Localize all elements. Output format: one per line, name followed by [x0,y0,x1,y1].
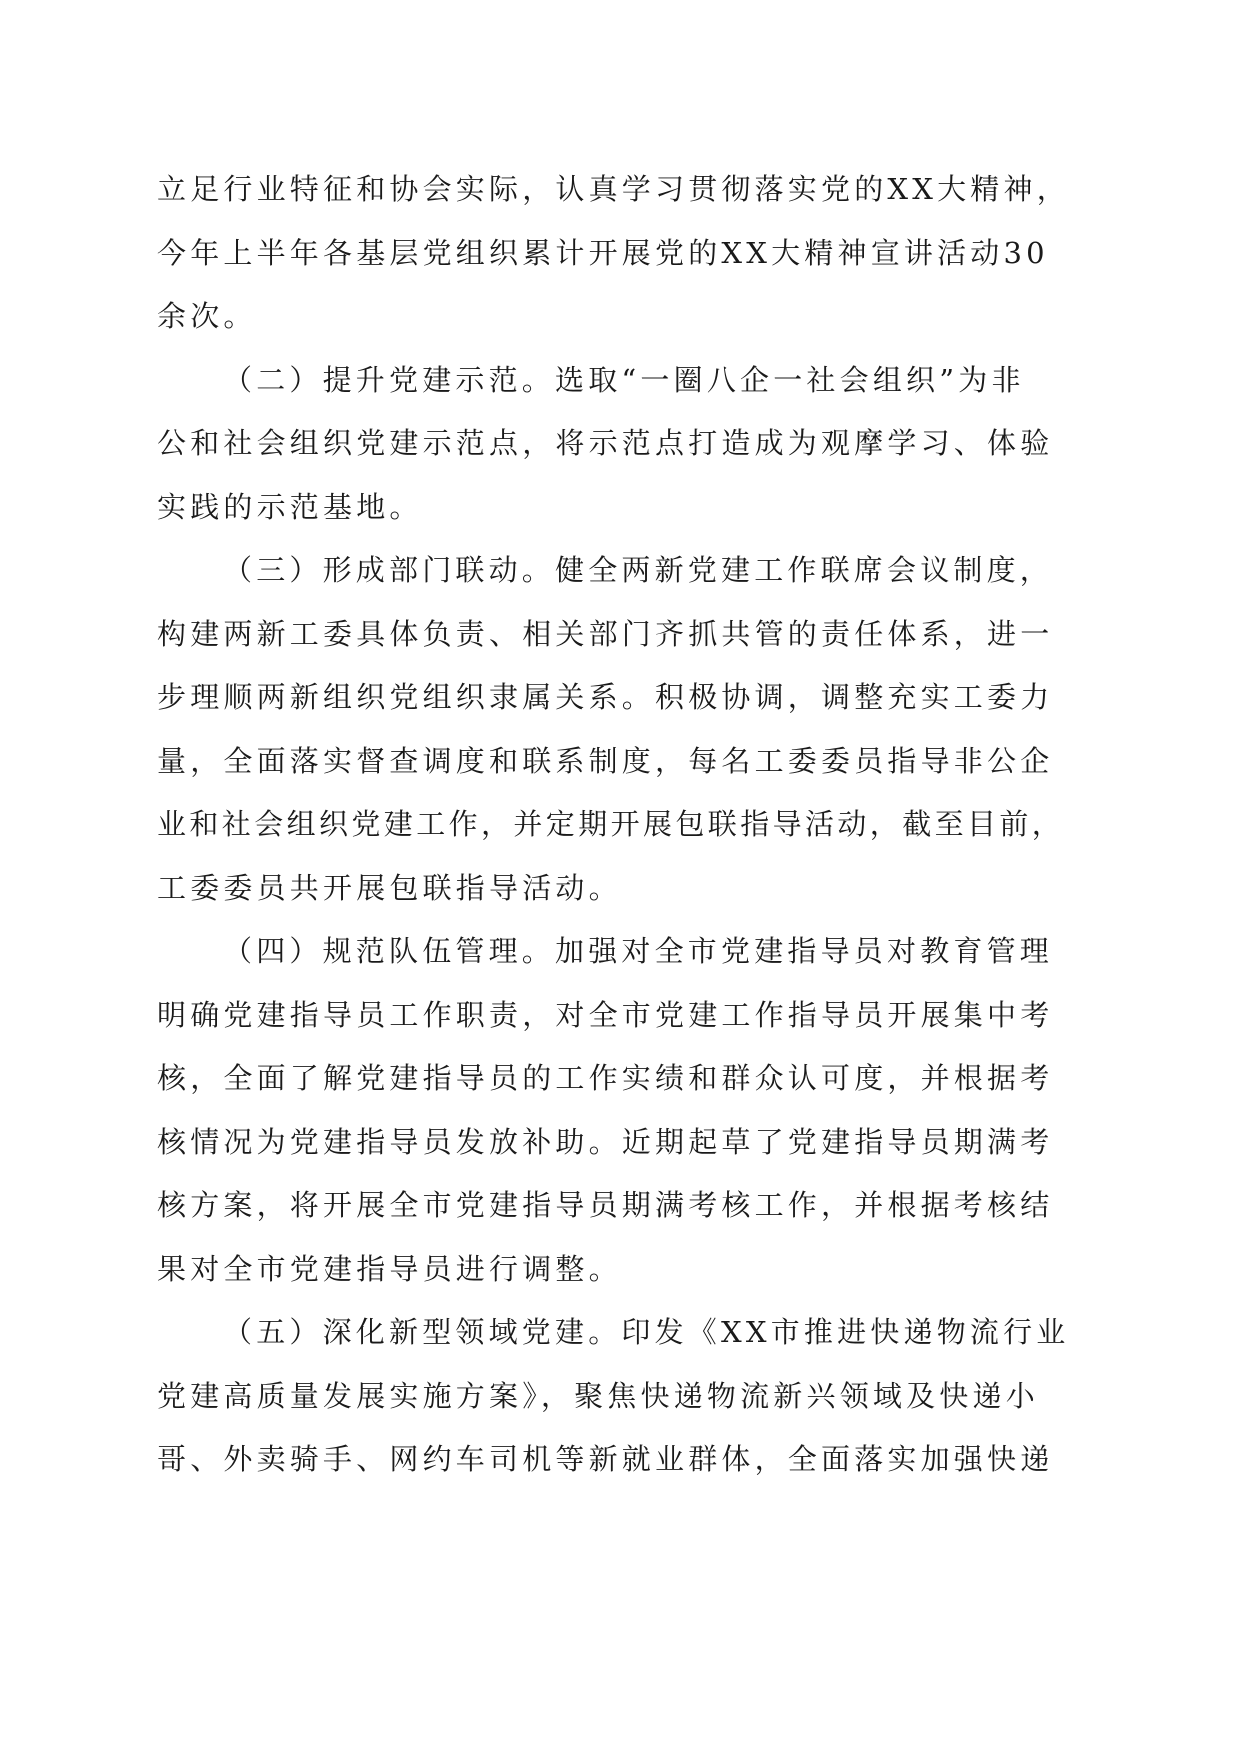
text-line: （三）形成部门联动。健全两新党建工作联席会议制度， [223,553,1054,587]
text-line: 实践的示范基地。 [157,489,423,524]
text-line: 核，全面了解党建指导员的工作实绩和群众认可度，并根据考 [157,1061,1054,1095]
text-line: 量，全面落实督查调度和联系制度，每名工委委员指导非公企 [157,743,1054,778]
text-line: 立足行业特征和协会实际，认真学习贯彻落实党的XX大精神， [157,172,1070,206]
text-line: 明确党建指导员工作职责，对全市党建工作指导员开展集中考 [157,997,1054,1032]
text-line: 业和社会组织党建工作，并定期开展包联指导活动，截至目前， [157,807,1065,841]
paragraph-5 [157,1301,1087,1492]
paragraph-1 [157,158,1087,349]
text-line: 步理顺两新组织党组织隶属关系。积极协调，调整充实工委力 [157,680,1054,714]
text-line: 核情况为党建指导员发放补助。近期起草了党建指导员期满考 [157,1124,1054,1159]
paragraph-3 [157,539,1087,920]
text-line: 今年上半年各基层党组织累计开展党的XX大精神宣讲活动30 [157,235,1049,270]
paragraph-4 [157,920,1087,1301]
text-line: 构建两新工委具体负责、相关部门齐抓共管的责任体系，进一 [157,616,1054,651]
text-line: 果对全市党建指导员进行调整。 [157,1251,622,1286]
paragraph-2 [157,349,1087,540]
text-line: 党建高质量发展实施方案》，聚焦快递物流新兴领域及快递小 [157,1378,1039,1413]
text-line: 公和社会组织党建示范点，将示范点打造成为观摩学习、体验 [157,426,1054,460]
text-line: （二）提升党建示范。选取“一圈八企一社会组织”为非 [223,362,1025,397]
text-line: （四）规范队伍管理。加强对全市党建指导员对教育管理 [223,934,1054,968]
document-body [157,158,1087,1492]
text-line: （五）深化新型领域党建。印发《XX市推进快递物流行业 [223,1315,1070,1349]
text-line: 核方案，将开展全市党建指导员期满考核工作，并根据考核结 [157,1188,1054,1222]
text-line: 余次。 [157,299,257,333]
text-line: 工委委员共开展包联指导活动。 [157,870,622,905]
text-line: 哥、外卖骑手、网约车司机等新就业群体，全面落实加强快递 [157,1442,1054,1476]
